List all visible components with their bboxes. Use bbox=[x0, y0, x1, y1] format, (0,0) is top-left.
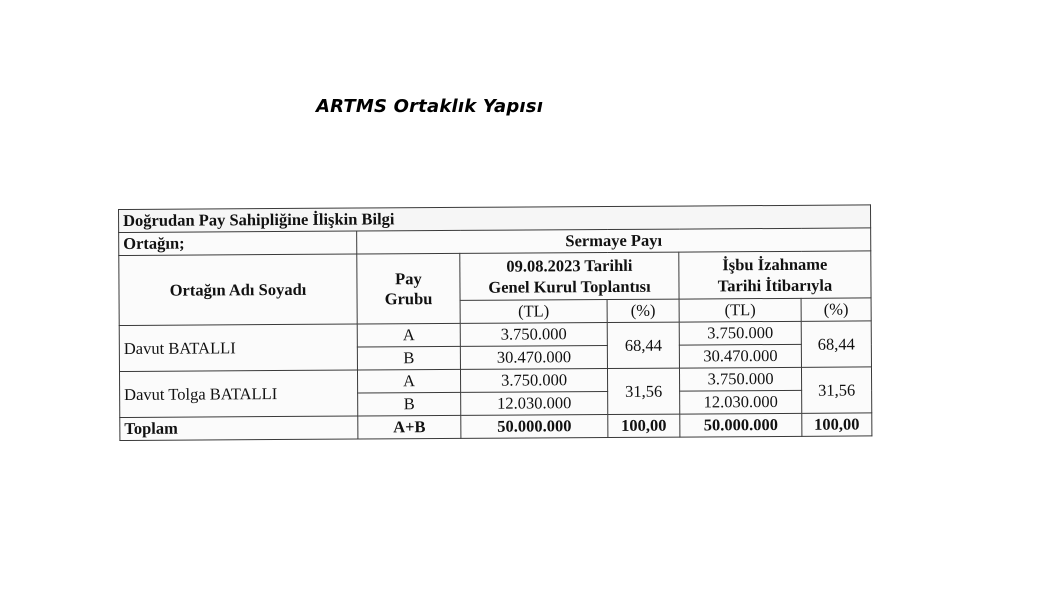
prospectus-tl-value: 30.470.000 bbox=[679, 344, 801, 368]
meeting-header-line1: 09.08.2023 Tarihli bbox=[506, 255, 633, 276]
total-prospectus-pct: 100,00 bbox=[802, 413, 872, 436]
prospectus-pct-unit: (%) bbox=[801, 298, 871, 321]
meeting-column-header bbox=[460, 252, 679, 300]
meeting-tl-value: 12.030.000 bbox=[461, 392, 608, 416]
total-meeting-pct: 100,00 bbox=[608, 414, 680, 437]
prospectus-tl-value: 3.750.000 bbox=[679, 321, 801, 345]
group-header-line1: Pay bbox=[395, 268, 422, 288]
partner-label: Ortağın; bbox=[119, 231, 357, 255]
meeting-pct-value: 68,44 bbox=[607, 322, 679, 368]
meeting-tl-value: 3.750.000 bbox=[460, 369, 607, 393]
share-group: B bbox=[358, 392, 461, 416]
meeting-tl-unit: (TL) bbox=[460, 300, 607, 324]
name-column-header: Ortağın Adı Soyadı bbox=[119, 254, 357, 325]
document-title: ARTMS Ortaklık Yapısı bbox=[316, 96, 544, 117]
total-prospectus-tl: 50.000.000 bbox=[680, 413, 802, 437]
prospectus-pct-value: 31,56 bbox=[801, 367, 871, 413]
group-header-line2: Grubu bbox=[384, 288, 433, 308]
prospectus-header-line2: Tarihi İtibarıyla bbox=[717, 275, 833, 296]
total-label: Toplam bbox=[120, 416, 358, 440]
prospectus-pct-value: 68,44 bbox=[801, 321, 871, 367]
ownership-table-container bbox=[118, 204, 872, 441]
share-group: A bbox=[357, 369, 460, 393]
total-row bbox=[120, 413, 872, 441]
meeting-tl-value: 30.470.000 bbox=[460, 346, 607, 370]
share-group: A bbox=[357, 323, 460, 347]
section-title: Doğrudan Pay Sahipliğine İlişkin Bilgi bbox=[119, 205, 871, 233]
group-column-header bbox=[357, 253, 460, 324]
partner-name: Davut BATALLI bbox=[119, 324, 357, 371]
total-group: A+B bbox=[358, 415, 461, 439]
meeting-header-line2: Genel Kurul Toplantısı bbox=[488, 276, 651, 297]
meeting-pct-unit: (%) bbox=[607, 299, 679, 322]
prospectus-column-header bbox=[679, 251, 871, 299]
prospectus-tl-value: 3.750.000 bbox=[679, 367, 801, 391]
capital-share-header: Sermaye Payı bbox=[357, 228, 871, 254]
header-row-2 bbox=[119, 251, 871, 303]
prospectus-tl-unit: (TL) bbox=[679, 298, 801, 322]
meeting-tl-value: 3.750.000 bbox=[460, 323, 607, 347]
prospectus-tl-value: 12.030.000 bbox=[680, 390, 802, 414]
share-group: B bbox=[357, 346, 460, 370]
ownership-table bbox=[118, 204, 872, 441]
meeting-pct-value: 31,56 bbox=[607, 368, 679, 414]
prospectus-header-line1: İşbu İzahname bbox=[722, 254, 828, 275]
total-meeting-tl: 50.000.000 bbox=[461, 415, 608, 439]
partner-name: Davut Tolga BATALLI bbox=[119, 370, 357, 417]
